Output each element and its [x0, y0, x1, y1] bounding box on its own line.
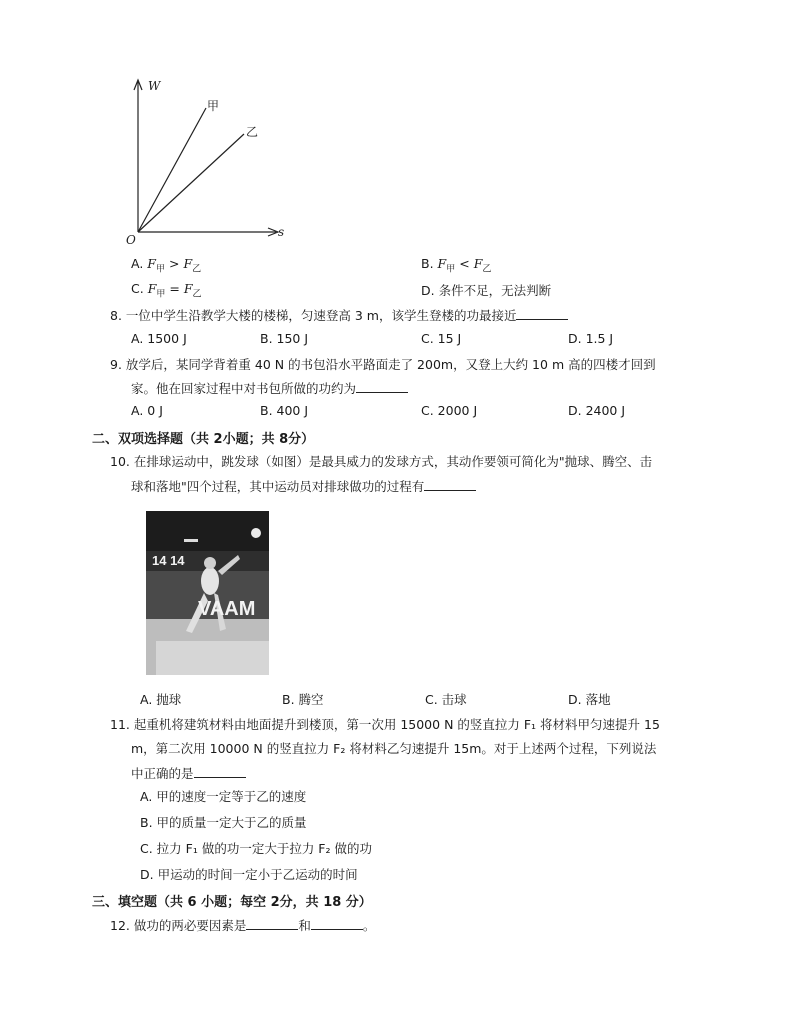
- line-jia: [138, 108, 206, 232]
- q11-option-c[interactable]: C. 拉力 F₁ 做的功一定大于拉力 F₂ 做的功: [140, 841, 372, 856]
- q8-answer-blank[interactable]: [516, 307, 568, 320]
- line-yi: [138, 134, 244, 232]
- q10-option-b[interactable]: B. 腾空: [282, 692, 324, 707]
- q11-answer-blank[interactable]: [194, 765, 246, 778]
- q7-option-b[interactable]: B. $F_甲 < F_乙$: [421, 256, 492, 275]
- photo-scoreboard-numbers: 14 14: [152, 553, 185, 568]
- q7-option-d[interactable]: D. 条件不足，无法判断: [421, 283, 552, 298]
- section-3-title: 三、填空题（共 6 小题；每空 2分，共 18 分）: [92, 895, 372, 910]
- q12-blank-2[interactable]: [311, 917, 363, 930]
- q9-option-b[interactable]: B. 400 J: [260, 403, 309, 418]
- q8-option-b[interactable]: B. 150 J: [260, 331, 309, 346]
- q7-option-c[interactable]: C. $F_甲 = F_乙$: [131, 281, 202, 300]
- y-axis-label: W: [148, 79, 161, 93]
- q11-option-d[interactable]: D. 甲运动的时间一定小于乙运动的时间: [140, 867, 358, 882]
- q9-question-line2: 家。他在回家过程中对书包所做的功约为: [131, 376, 408, 402]
- q11-option-a[interactable]: A. 甲的速度一定等于乙的速度: [140, 789, 307, 804]
- q9-option-c[interactable]: C. 2000 J: [421, 403, 478, 418]
- q7-option-a[interactable]: A. $F_甲 > F_乙$: [131, 256, 202, 275]
- q11-question-line2: m，第二次用 10000 N 的竖直拉力 F₂ 将材料乙匀速提升 15m。对于上述两个过程，下列说法: [131, 741, 657, 756]
- work-distance-graph: [118, 72, 293, 252]
- q9-answer-blank[interactable]: [356, 380, 408, 393]
- q10-question-line2: 球和落地"四个过程，其中运动员对排球做功的过程有: [131, 474, 476, 500]
- q12-question: 12. 做功的两必要因素是 和 。: [110, 918, 376, 933]
- q8-question: 8. 一位中学生沿教学大楼的楼梯，匀速登高 3 m，该学生登楼的功最接近: [110, 303, 568, 329]
- line-yi-label: 乙: [246, 125, 259, 139]
- q10-answer-blank[interactable]: [424, 478, 476, 491]
- q8-option-c[interactable]: C. 15 J: [421, 331, 462, 346]
- q8-option-a[interactable]: A. 1500 J: [131, 331, 187, 346]
- volleyball-jump-serve-photo: [146, 511, 269, 675]
- origin-label: O: [126, 233, 136, 247]
- q10-question-line1: 10. 在排球运动中，跳发球（如图）是最具威力的发球方式，其动作要领可简化为"抛球、腾空、击: [110, 454, 653, 469]
- section-2-title: 二、双项选择题（共 2小题；共 8分）: [92, 432, 315, 447]
- q9-option-d[interactable]: D. 2400 J: [568, 403, 626, 418]
- q10-option-c[interactable]: C. 击球: [425, 692, 467, 707]
- q12-blank-1[interactable]: [246, 917, 298, 930]
- q10-option-d[interactable]: D. 落地: [568, 692, 611, 707]
- q10-option-a[interactable]: A. 抛球: [140, 692, 182, 707]
- x-axis-label: s: [278, 225, 285, 239]
- photo-banner-text: VAAM: [198, 598, 256, 620]
- line-jia-label: 甲: [207, 99, 220, 113]
- q8-option-d[interactable]: D. 1.5 J: [568, 331, 614, 346]
- q9-option-a[interactable]: A. 0 J: [131, 403, 163, 418]
- q11-option-b[interactable]: B. 甲的质量一定大于乙的质量: [140, 815, 307, 830]
- q9-question-line1: 9. 放学后，某同学背着重 40 N 的书包沿水平路面走了 200m，又登上大约 10 m 高的四楼才回到: [110, 357, 656, 372]
- q11-question-line3: 中正确的是: [131, 761, 246, 787]
- q11-question-line1: 11. 起重机将建筑材料由地面提升到楼顶，第一次用 15000 N 的竖直拉力 F₁ 将材料甲匀速提升 15: [110, 717, 660, 732]
